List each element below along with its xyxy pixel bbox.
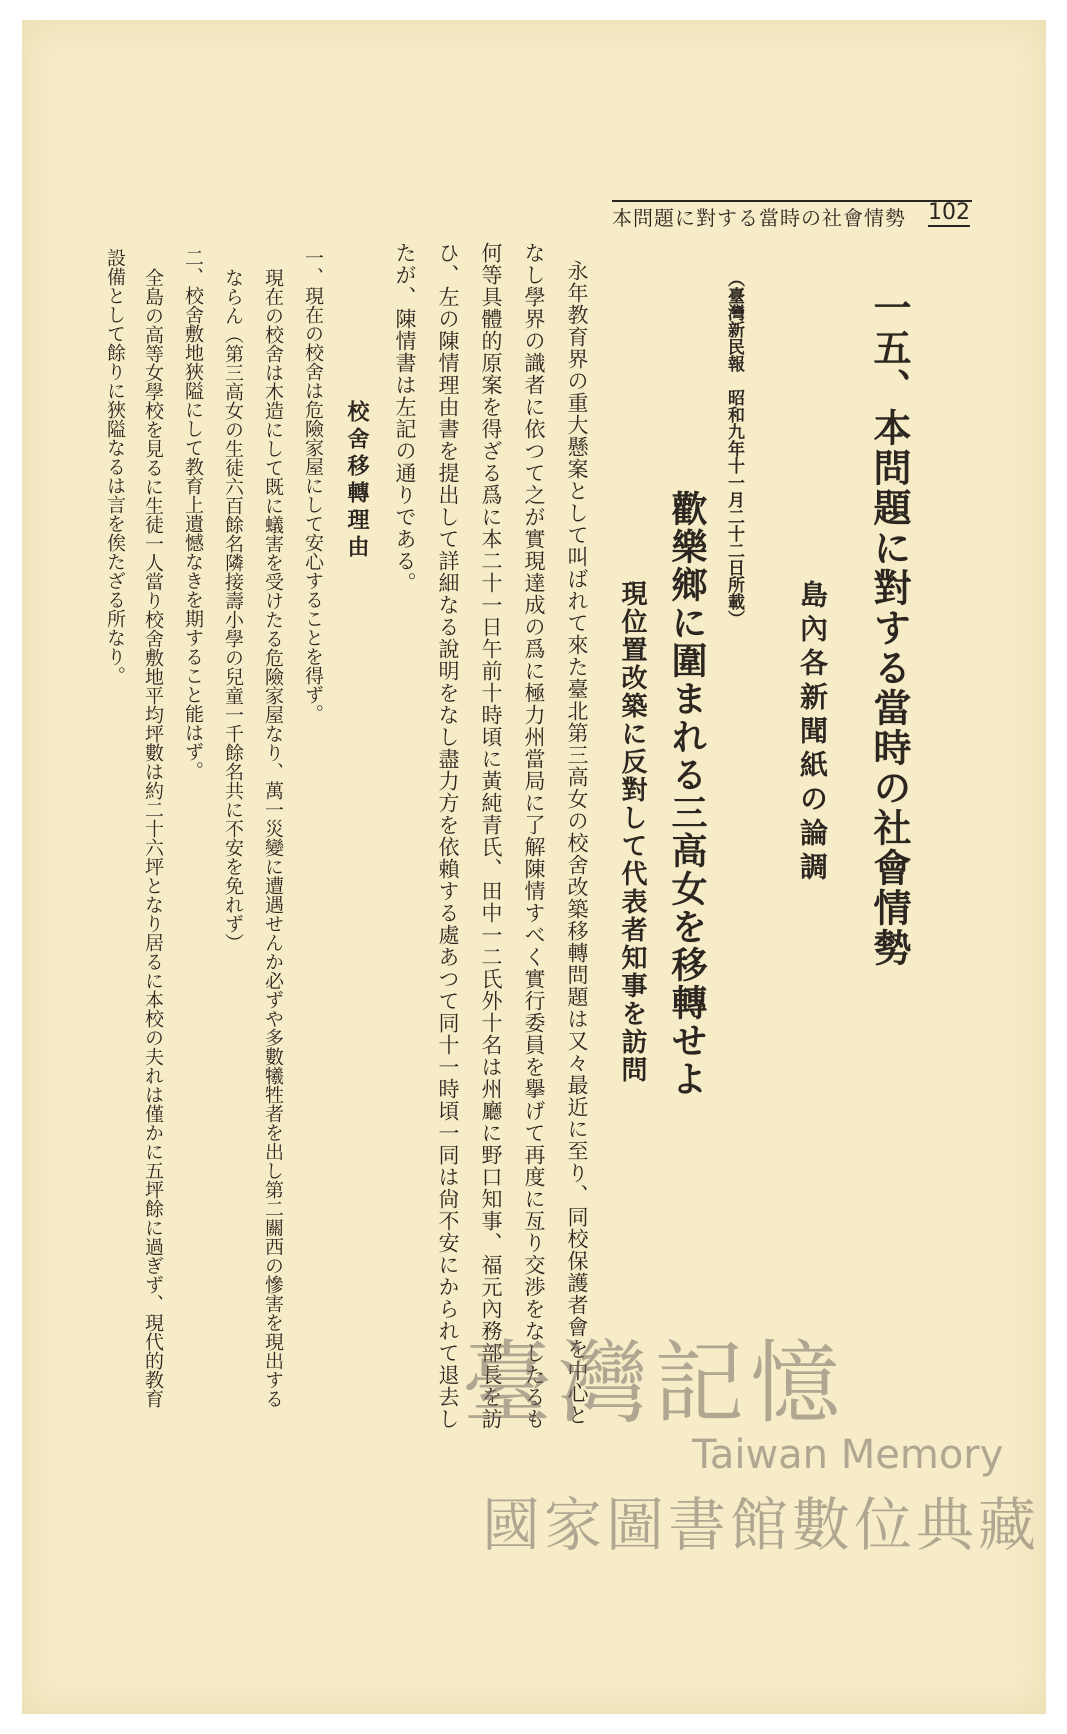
body-column-5: たが、陳情書は左記の通りである。	[393, 242, 417, 594]
taiwan-memory-watermark	[462, 1310, 1040, 1562]
reason-1-text-b: ならん（第三高女の生徒六百餘名隣接壽小學の兒童一千餘名共に不安を免れず）	[222, 268, 244, 952]
page-number: 102	[928, 200, 970, 225]
body-column-2: なし學界の識者に依つて之が實現達成の爲に極力州當局に了解陳情すべく實行委員を擧げて再度に亙り交渉をなしたるも	[522, 242, 546, 1430]
watermark-subtitle: 國家圖書館數位典藏	[482, 1491, 1041, 1559]
watermark-logo-text: 臺灣記憶	[462, 1331, 846, 1436]
reason-1-heading: 一、現在の校舍は危險家屋にして安心することを得ず。	[302, 248, 324, 723]
reason-1-text-a: 現在の校舍は木造にして既に蟻害を受けたる危險家屋なり、萬一災變に遭遇せんか必ずや多數犧牲者を出し第二關西の慘害を現出する	[262, 268, 284, 1408]
running-head: 本問題に對する當時の社會情勢	[612, 206, 906, 230]
body-column-4: ひ、左の陳情理由書を提出して詳細なる說明をなし盡力方を依賴する處あつて同十一時頃一同は尙不安にかられて退去し	[436, 242, 460, 1430]
body-column-1: 永年教育界の重大懸案として叫ばれて來た臺北第三高女の校舍改築移轉問題は又々最近に至り、同校保護者會を中心と	[565, 260, 589, 1426]
article-subheadline: 現位置改築に反對して代表者知事を訪問	[617, 580, 647, 1084]
body-column-3: 何等具體的原案を得ざる爲に本二十一日午前十時頃に黃純青氏、田中一二氏外十名は州廳に野口知事、福元內務部長を訪	[479, 242, 503, 1430]
reason-2-text-a: 全島の高等女學校を見るに生徒一人當り校舍敷地平均坪數は約二十六坪となり居るに本校の夫れは僅かに五坪餘に過ぎず、現代的教育	[142, 268, 164, 1408]
reason-2-text-b: 設備として餘りに狹隘なるは言を俟たざる所なり。	[104, 248, 126, 685]
article-source: （臺灣新民報 昭和九年十一月二十二日所載）	[724, 270, 744, 627]
section-title: 一五、本問題に對する當時の社會情勢	[867, 288, 912, 968]
document-page	[22, 20, 1046, 1714]
article-headline: 歡樂鄉に圍まれる三高女を移轉せよ	[666, 490, 708, 1098]
watermark-english: Taiwan Memory	[692, 1432, 1004, 1478]
reason-2-heading: 二、校舍敷地狹隘にして教育上遺憾なきを期すること能はず。	[182, 248, 204, 780]
reasons-heading: 校舍移轉理由	[344, 400, 370, 562]
section-subtitle: 島內各新聞紙の論調	[796, 580, 829, 886]
